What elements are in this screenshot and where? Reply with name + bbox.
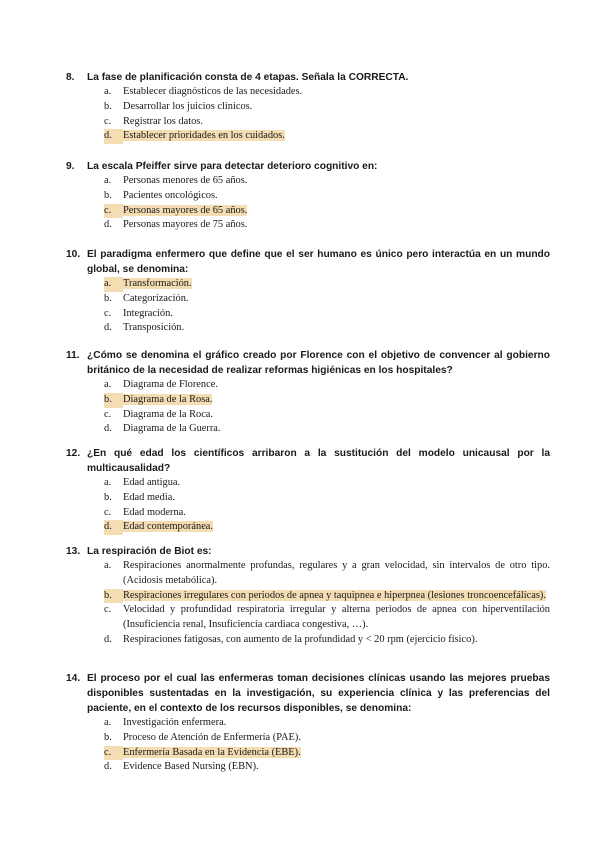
question-number: 9. [66,161,75,172]
question-stem [66,348,550,378]
options-list [66,716,550,775]
option-text: Respiraciones irregulares con periodos de apnea y taquipnea e hiperpnea (lesiones troncoencefálicas). [123,589,546,601]
question-number: 11. [66,350,80,361]
option-b: b. Pacientes oncológicos. [104,189,550,204]
option-d-correct: d. Establecer prioridades en los cuidados. [104,129,550,144]
option-c: c. Edad moderna. [104,506,550,521]
option-a: a. Establecer diagnósticos de las necesidades. [104,85,550,100]
question-number: 13. [66,546,81,557]
options-list [66,378,550,437]
question-text: La respiración de Biot es: [87,546,212,557]
options-list [66,174,550,233]
question-8 [66,70,550,144]
options-list [66,559,550,648]
option-text: Categorización. [123,292,189,304]
option-c: c. Diagrama de la Roca. [104,408,550,423]
option-text: Diagrama de Florence. [123,379,218,390]
option-a: a. Investigación enfermera. [104,716,550,731]
options-list [66,277,550,336]
question-9 [66,159,550,233]
option-text: Establecer diagnósticos de las necesidades. [123,86,303,97]
question-stem [66,70,550,85]
question-stem [66,446,550,476]
options-list [66,85,550,144]
option-text: Edad moderna. [123,506,186,518]
option-c-correct: c. Enfermería Basada en la Evidencia (EBE). [104,746,550,761]
option-d: d. Evidence Based Nursing (EBN). [104,760,550,775]
option-text: Proceso de Atención de Enfermería (PAE). [123,731,301,743]
option-text: Integración. [123,307,173,319]
option-a-correct: a. Transformación. [104,277,550,292]
option-c-correct: c. Personas mayores de 65 años. [104,204,550,219]
option-text: Desarrollar los juicios clínicos. [123,100,253,112]
question-text: El proceso por el cual las enfermeras toman decisiones clínicas usando las mejores pruebas disponibles sustentadas en la investigación, su experiencia clínica y las preferencias del paciente, en el contexto de los recursos disponibles, se denomina: [87,673,550,714]
option-text: Diagrama de la Guerra. [123,423,221,435]
option-b-correct: b. Diagrama de la Rosa. [104,393,550,408]
option-text: Pacientes oncológicos. [123,189,218,201]
option-text: Evidence Based Nursing (EBN). [123,761,259,773]
question-10 [66,247,550,336]
option-b: b. Desarrollar los juicios clínicos. [104,100,550,115]
question-text: El paradigma enfermero que define que el ser humano es único pero interactúa en un mundo global, se denomina: [87,249,550,275]
option-b: b. Categorización. [104,292,550,307]
question-text: La escala Pfeiffer sirve para detectar deterioro cognitivo en: [87,161,378,172]
option-c: c. Integración. [104,307,550,322]
option-d: d. Personas mayores de 75 años. [104,218,550,233]
question-number: 14. [66,673,81,684]
option-text: Personas menores de 65 años. [123,175,248,186]
question-11 [66,348,550,437]
question-text: ¿En qué edad los científicos arribaron a la sustitución del modelo unicausal por la multicausalidad? [87,448,550,474]
option-b: b. Edad media. [104,491,550,506]
question-14 [66,671,550,775]
option-d: d. Diagrama de la Guerra. [104,422,550,437]
options-list [66,476,550,535]
option-text: Velocidad y profundidad respiratoria irregular y alterna periodos de apnea con hiperventilación (Insuficiencia renal, Insuficiencia cardiaca congestiva, …). [123,604,550,631]
option-text: Diagrama de la Roca. [123,408,214,420]
option-a: a. Edad antigua. [104,476,550,491]
option-text: Establecer prioridades en los cuidados. [123,130,285,142]
option-c: c. Velocidad y profundidad respiratoria irregular y alterna periodos de apnea con hiperventilación (Insuficiencia renal, Insuficiencia cardiaca congestiva, …). [104,603,550,633]
question-stem [66,544,550,559]
option-text: Edad contemporánea. [123,521,214,533]
option-a: a. Respiraciones anormalmente profundas, regulares y a gran velocidad, sin intervalos de otro tipo. (Acidosis metabólica). [104,559,550,589]
option-d-correct: d. Edad contemporánea. [104,520,550,535]
option-text: Respiraciones fatigosas, con aumento de la profundidad y < 20 rpm (ejercicio físico). [123,633,478,645]
option-b: b. Proceso de Atención de Enfermería (PAE). [104,731,550,746]
question-12 [66,446,550,535]
option-d: d. Respiraciones fatigosas, con aumento de la profundidad y < 20 rpm (ejercicio físico). [104,633,550,648]
question-number: 10. [66,249,81,260]
option-text: Personas mayores de 75 años. [123,219,248,231]
question-13 [66,544,550,648]
option-text: Respiraciones anormalmente profundas, regulares y a gran velocidad, sin intervalos de otro tipo. (Acidosis metabólica). [123,560,550,586]
question-number: 12. [66,448,81,459]
question-number: 8. [66,72,75,83]
question-stem [66,671,550,716]
question-stem [66,247,550,277]
option-text: Investigación enfermera. [123,717,227,728]
option-a: a. Personas menores de 65 años. [104,174,550,189]
option-text: Transposición. [123,322,185,334]
question-text: La fase de planificación consta de 4 etapas. Señala la CORRECTA. [87,72,409,83]
option-a: a. Diagrama de Florence. [104,378,550,393]
option-c: c. Registrar los datos. [104,115,550,130]
question-stem [66,159,550,174]
question-text: ¿Cómo se denomina el gráfico creado por Florence con el objetivo de convencer al gobierno británico de la necesidad de realizar reformas higiénicas en los hospitales? [87,350,550,376]
option-text: Enfermería Basada en la Evidencia (EBE). [123,746,301,758]
option-text: Personas mayores de 65 años. [123,204,248,216]
option-b-correct: b. Respiraciones irregulares con periodos de apnea y taquipnea e hiperpnea (lesiones troncoencefálicas). [104,589,550,604]
option-text: Diagrama de la Rosa. [123,393,213,405]
option-text: Edad antigua. [123,477,181,488]
option-text: Registrar los datos. [123,115,203,127]
option-d: d. Transposición. [104,321,550,336]
option-text: Edad media. [123,491,175,503]
option-text: Transformación. [123,278,192,289]
